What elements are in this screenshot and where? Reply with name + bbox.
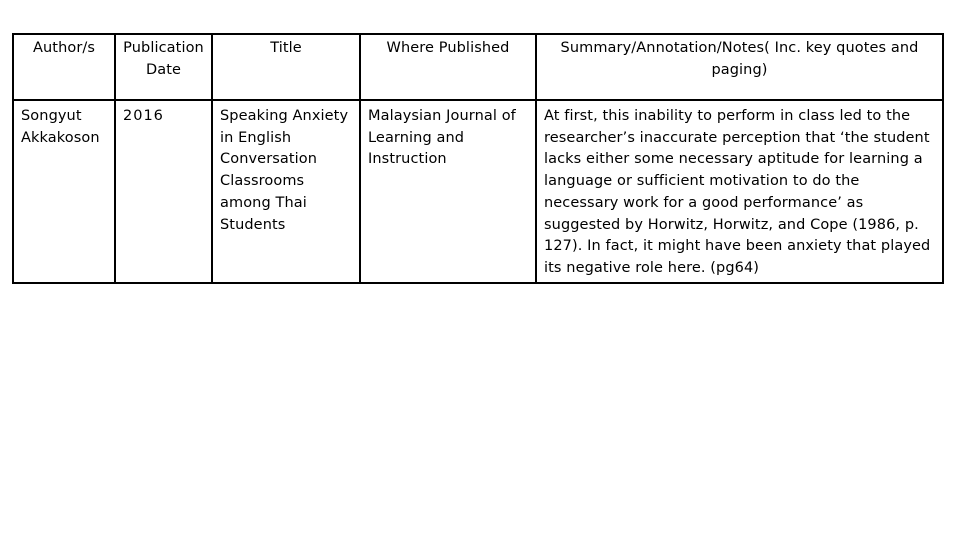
cell-publication-date: 2016 (115, 100, 212, 283)
cell-summary: At first, this inability to perform in class led to the researcher’s inaccurate perception that ‘the student lacks either some necessary aptitude for learning a language or sufficient motivation to do the necessary work for a good performance’ as suggested by Horwitz, Horwitz, and Cope (1986, p. 127). In fact, it might have been anxiety that played its negative role here. (pg64) (536, 100, 943, 283)
header-summary: Summary/Annotation/Notes( Inc. key quotes and paging) (536, 34, 943, 100)
header-where-published: Where Published (360, 34, 536, 100)
header-publication-date: Publication Date (115, 34, 212, 100)
header-title: Title (212, 34, 360, 100)
literature-review-table (12, 33, 944, 284)
cell-where-published: Malaysian Journal of Learning and Instruction (360, 100, 536, 283)
header-author: Author/s (13, 34, 115, 100)
cell-author: Songyut Akkakoson (13, 100, 115, 283)
cell-title: Speaking Anxiety in English Conversation Classrooms among Thai Students (212, 100, 360, 283)
header-row (13, 34, 943, 100)
table-row (13, 100, 943, 283)
